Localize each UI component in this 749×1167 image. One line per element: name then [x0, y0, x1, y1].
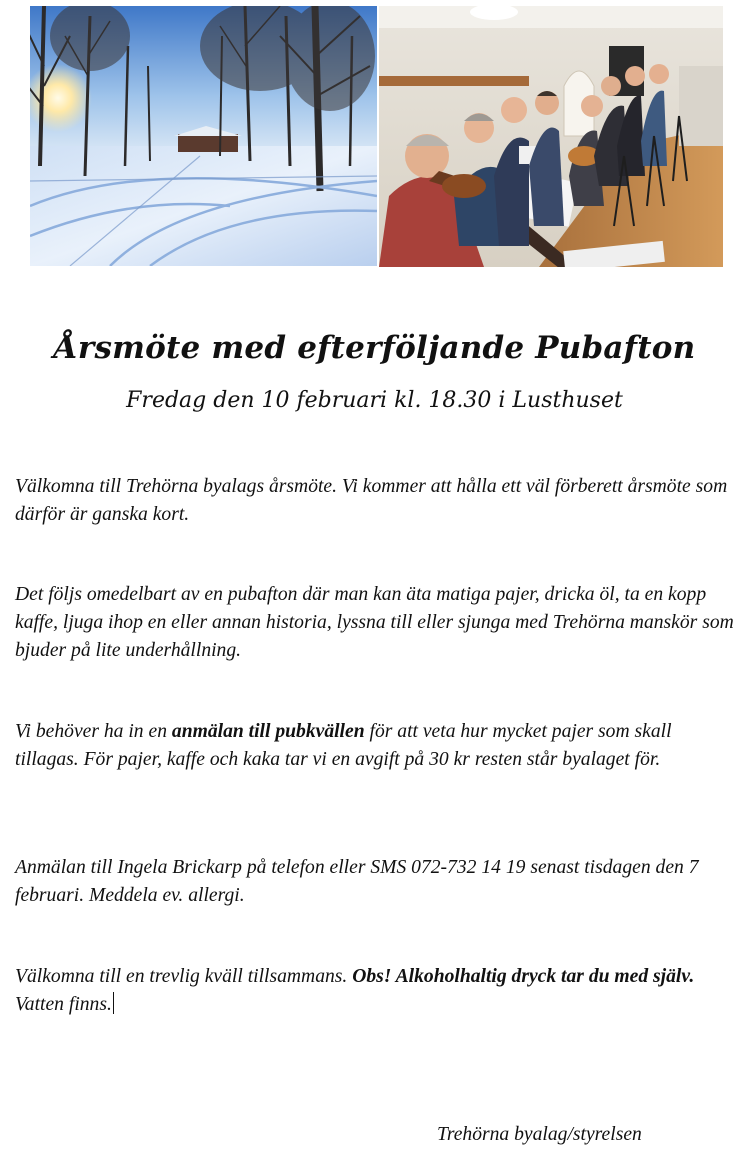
- alcohol-notice: Obs! Alkoholhaltig dryck tar du med själv.: [352, 966, 695, 987]
- signature: Trehörna byalag/styrelsen: [437, 1124, 642, 1145]
- registration-text-start: Vi behöver ha in en: [15, 721, 172, 742]
- paragraph-welcome: Välkomna till Trehörna byalags årsmöte. Vi kommer att hålla ett väl förberett årsmöte som därför är ganska kort.: [15, 476, 728, 525]
- paragraph-pubafton: Det följs omedelbart av en pubafton där man kan äta matiga pajer, dricka öl, ta en kopp kaffe, ljuga ihop en eller annan historia, lyssna till eller sjunga med Trehörna manskör som bjuder på lite underhållning.: [15, 584, 734, 661]
- paragraph-registration: [15, 718, 740, 774]
- text-cursor: [113, 992, 114, 1014]
- paragraph-closing: [15, 963, 740, 1019]
- event-date-location: Fredag den 10 februari kl. 18.30 i Lusthuset: [126, 388, 623, 413]
- registration-text-end: för att veta hur mycket pajer som skall tillagas. För pajer, kaffe och kaka tar vi en avgift på 30 kr resten står byalaget för.: [15, 721, 672, 770]
- closing-text-end: Vatten finns.: [15, 994, 112, 1015]
- registration-emphasis: anmälan till pubkvällen: [171, 721, 365, 742]
- closing-text-start: Välkomna till en trevlig kväll tillsammans.: [15, 966, 353, 987]
- event-title: Årsmöte med efterföljande Pubafton: [53, 330, 696, 366]
- paragraph-contact: Anmälan till Ingela Brickarp på telefon eller SMS 072-732 14 19 senast tisdagen den 7 februari. Meddela ev. allergi.: [15, 857, 699, 906]
- choir-musicians-photo: [379, 6, 723, 267]
- winter-landscape-photo: [30, 6, 377, 266]
